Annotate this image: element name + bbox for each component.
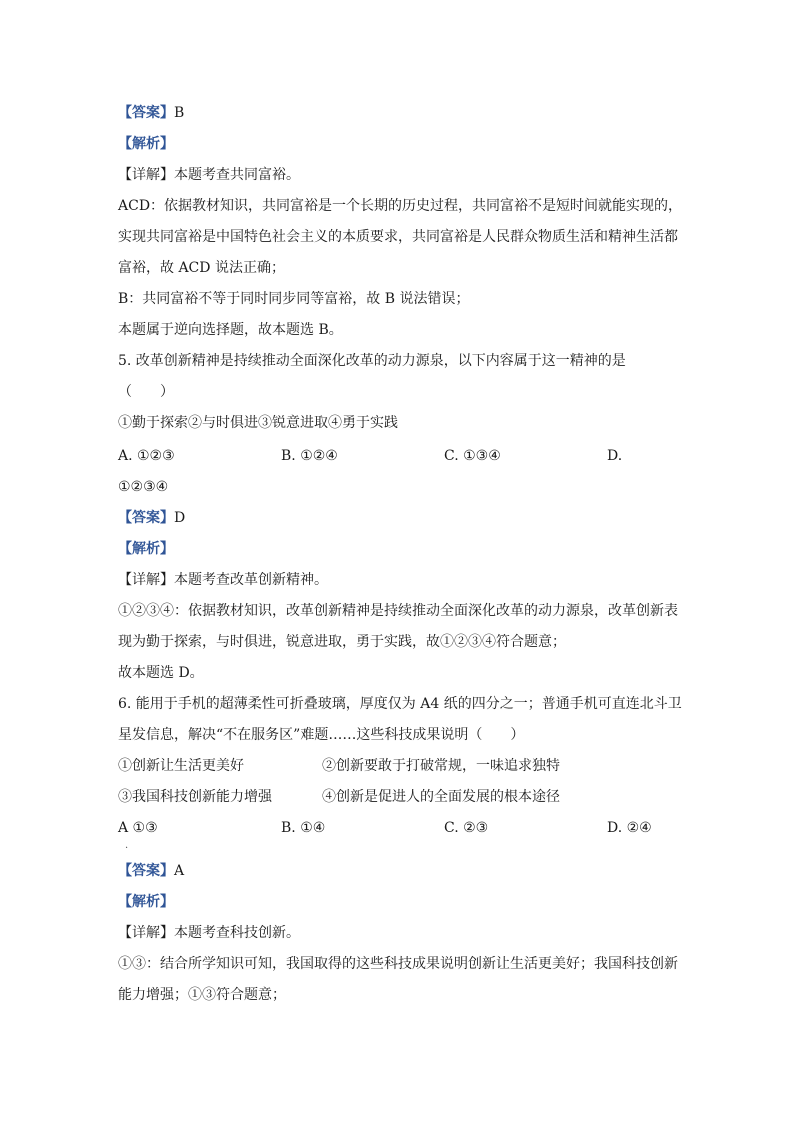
detail-line bbox=[118, 165, 678, 185]
analysis-tag: 【解析】 bbox=[118, 136, 174, 152]
answer-tag: 【答案】 bbox=[118, 105, 174, 121]
explanation-line: ACD：依据教材知识，共同富裕是一个长期的历史过程，共同富裕不是短时间就能实现的， bbox=[118, 198, 683, 214]
analysis-tag: 【解析】 bbox=[118, 894, 174, 910]
option-b: B. ①④ bbox=[281, 820, 326, 836]
detail-text: 本题考查共同富裕。 bbox=[174, 167, 300, 183]
question-6-stem: 6. 能用于手机的超薄柔性可折叠玻璃，厚度仅为 A4 纸的四分之一；普通手机可直连北斗卫 bbox=[118, 696, 682, 712]
detail-line bbox=[118, 570, 678, 590]
analysis-tag: 【解析】 bbox=[118, 541, 174, 557]
analysis-heading bbox=[118, 892, 678, 912]
explanation-line: B：共同富裕不等于同时同步同等富裕，故 B 说法错误； bbox=[118, 291, 470, 307]
question-6-stem: 星发信息，解决“不在服务区”难题……这些科技成果说明（ ） bbox=[118, 727, 525, 743]
detail-tag: 【详解】 bbox=[118, 925, 174, 941]
question-6-item-1: ①创新让生活更美好 bbox=[118, 758, 244, 774]
option-a: A ①③ bbox=[118, 820, 158, 836]
option-b: B. ①②④ bbox=[281, 448, 338, 464]
answer-value: D bbox=[174, 510, 186, 526]
answer-tag: 【答案】 bbox=[118, 510, 174, 526]
detail-tag: 【详解】 bbox=[118, 572, 174, 588]
analysis-heading bbox=[118, 134, 678, 154]
question-5-blank: （ ） bbox=[118, 384, 174, 400]
question-5-stem: 5. 改革创新精神是持续推动全面深化改革的动力源泉，以下内容属于这一精神的是 bbox=[118, 353, 626, 369]
stray-dot-mark: · bbox=[125, 843, 129, 854]
answer-line bbox=[118, 861, 678, 881]
option-d: D. bbox=[607, 448, 623, 464]
option-d: D. ②④ bbox=[607, 820, 652, 836]
explanation-line: ①②③④：依据教材知识，改革创新精神是持续推动全面深化改革的动力源泉，改革创新表 bbox=[118, 603, 678, 619]
question-6-item-3: ③我国科技创新能力增强 bbox=[118, 789, 272, 805]
option-c: C. ①③④ bbox=[444, 448, 501, 464]
detail-tag: 【详解】 bbox=[118, 167, 174, 183]
explanation-line: 实现共同富裕是中国特色社会主义的本质要求，共同富裕是人民群众物质生活和精神生活都 bbox=[118, 229, 678, 245]
conclusion-line: 故本题选 D。 bbox=[118, 665, 204, 681]
option-a: A. ①②③ bbox=[118, 448, 175, 464]
detail-text: 本题考查科技创新。 bbox=[174, 925, 300, 941]
detail-text: 本题考查改革创新精神。 bbox=[174, 572, 328, 588]
explanation-line: ①③：结合所学知识可知，我国取得的这些科技成果说明创新让生活更美好；我国科技创新 bbox=[118, 956, 678, 972]
analysis-heading bbox=[118, 539, 678, 559]
question-6-item-4: ④创新是促进人的全面发展的根本途径 bbox=[322, 789, 560, 805]
answer-line bbox=[118, 103, 678, 123]
question-5-items: ①勤于探索②与时俱进③锐意进取④勇于实践 bbox=[118, 415, 398, 431]
answer-tag: 【答案】 bbox=[118, 863, 174, 879]
detail-line bbox=[118, 923, 678, 943]
explanation-line: 能力增强；①③符合题意； bbox=[118, 987, 286, 1003]
answer-value: A bbox=[174, 863, 185, 879]
question-6-item-2: ②创新要敢于打破常规，一味追求独特 bbox=[322, 758, 560, 774]
explanation-line: 现为勤于探索，与时俱进，锐意进取，勇于实践，故①②③④符合题意； bbox=[118, 634, 566, 650]
option-c: C. ②③ bbox=[444, 820, 489, 836]
answer-value: B bbox=[174, 105, 185, 121]
answer-line bbox=[118, 508, 678, 528]
explanation-line: 富裕，故 ACD 说法正确； bbox=[118, 260, 285, 276]
option-d-continuation: ①②③④ bbox=[118, 479, 169, 495]
conclusion-line: 本题属于逆向选择题，故本题选 B。 bbox=[118, 322, 343, 338]
